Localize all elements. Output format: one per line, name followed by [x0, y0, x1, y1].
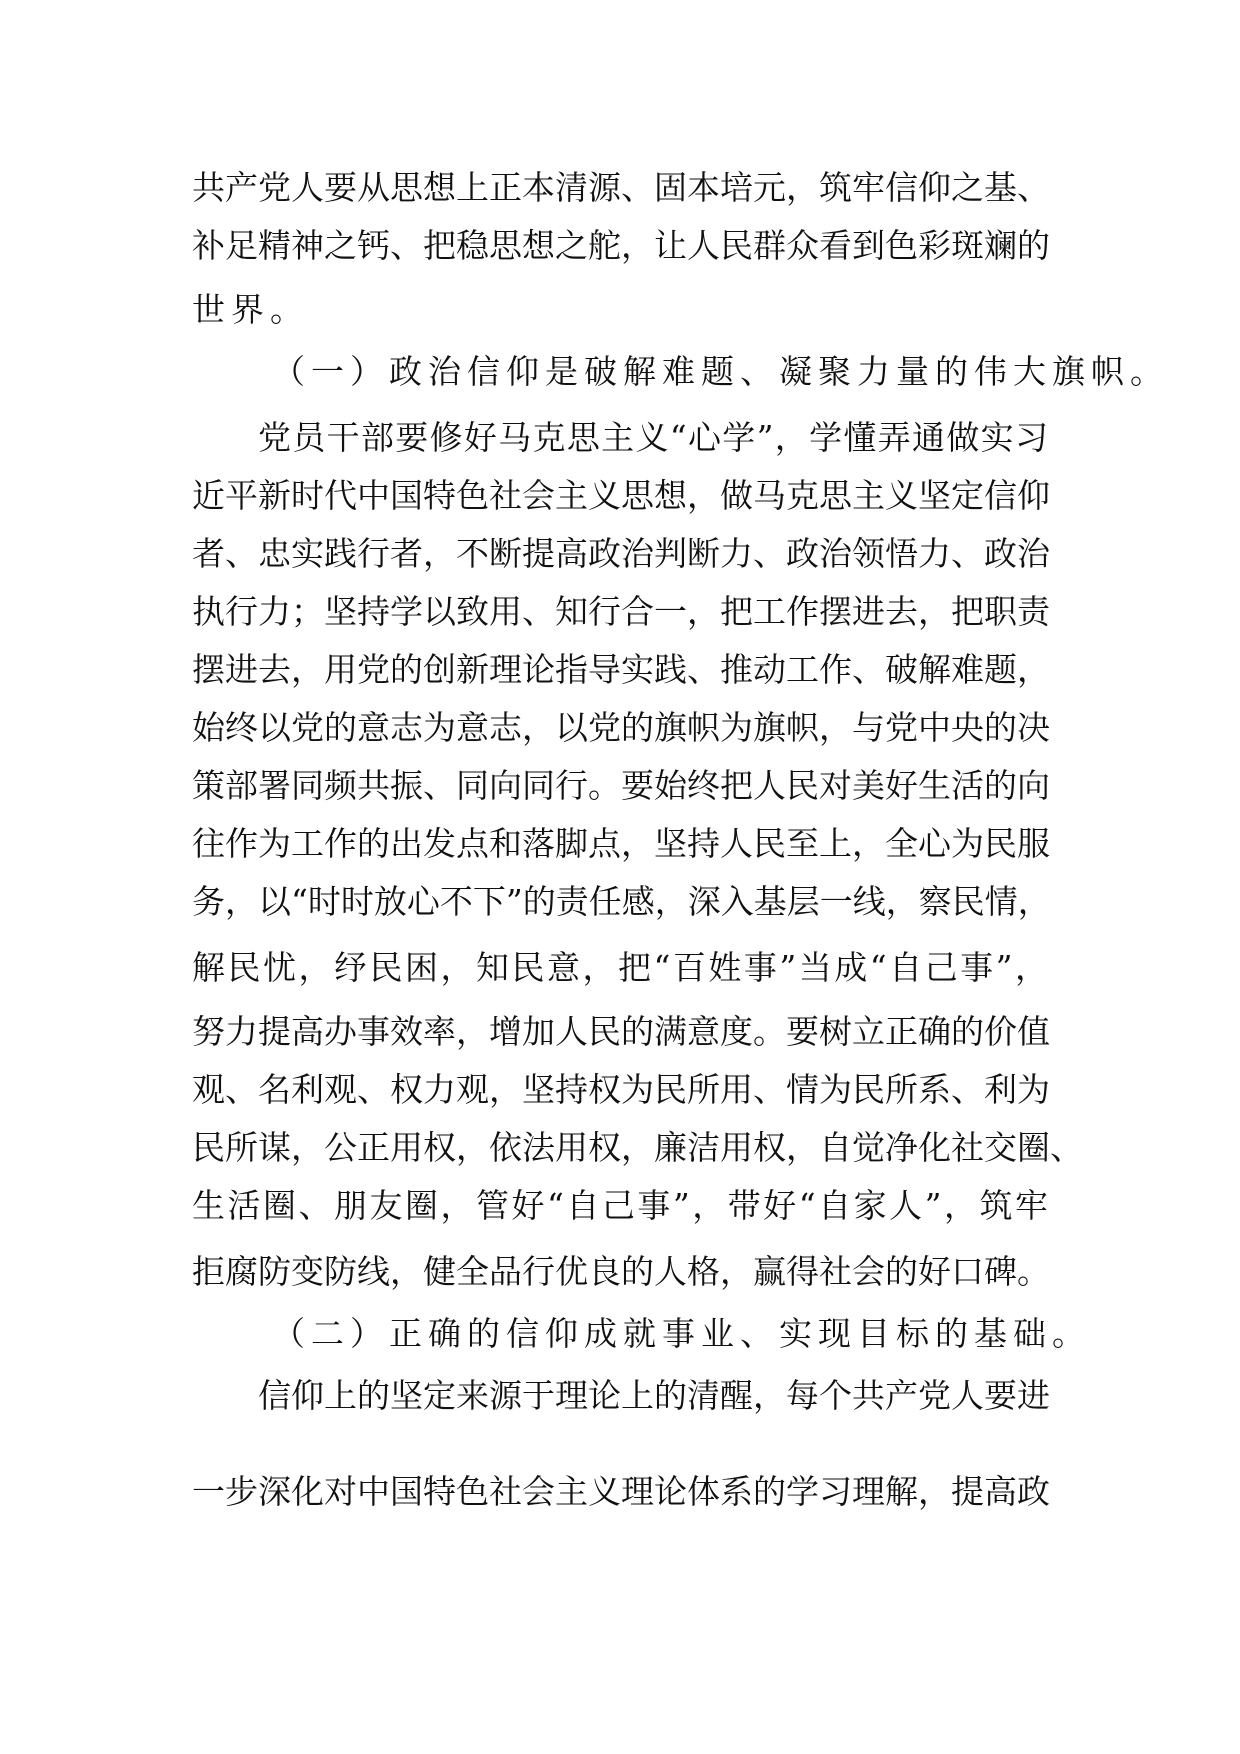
- paragraph-line: 往作为工作的出发点和落脚点，坚持人民至上，全心为民服: [192, 824, 1050, 863]
- paragraph-line: 共产党人要从思想上正本清源、固本培元，筑牢信仰之基、: [192, 168, 1050, 207]
- paragraph-line: 者、忠实践行者，不断提高政治判断力、政治领悟力、政治: [192, 534, 1050, 573]
- paragraph-line: 一步深化对中国特色社会主义理论体系的学习理解，提高政: [192, 1472, 1050, 1511]
- paragraph-line: 务，以“时时放心不下”的责任感，深入基层一线，察民情，: [192, 882, 1051, 921]
- section-heading-1: （一）政治信仰是破解难题、凝聚力量的伟大旗帜。: [272, 352, 1169, 391]
- paragraph-line: 始终以党的意志为意志，以党的旗帜为旗帜，与党中央的决: [192, 708, 1050, 747]
- paragraph-line: 信仰上的坚定来源于理论上的清醒，每个共产党人要进: [258, 1376, 1050, 1415]
- section-heading-2: （二）正确的信仰成就事业、实现目标的基础。: [272, 1314, 1091, 1353]
- paragraph-line: 策部署同频共振、同向同行。要始终把人民对美好生活的向: [192, 766, 1050, 805]
- paragraph-line: 补足精神之钙、把稳思想之舵，让人民群众看到色彩斑斓的: [192, 226, 1050, 265]
- paragraph-line: 拒腐防变防线，健全品行优良的人格，赢得社会的好口碑。: [192, 1252, 1050, 1291]
- paragraph-line: 生活圈、朋友圈，管好“自己事”，带好“自家人”，筑牢: [192, 1186, 1048, 1225]
- paragraph-line: 世界。: [192, 290, 309, 329]
- paragraph-line: 观、名利观、权力观，坚持权为民所用、情为民所系、利为: [192, 1070, 1050, 1109]
- paragraph-line: 党员干部要修好马克思主义“心学”，学懂弄通做实习: [258, 418, 1048, 457]
- paragraph-line: 努力提高办事效率，增加人民的满意度。要树立正确的价值: [192, 1012, 1050, 1051]
- paragraph-line: 解民忧，纾民困，知民意，把“百姓事”当成“自己事”，: [192, 948, 1048, 987]
- paragraph-line: 民所谋，公正用权，依法用权，廉洁用权，自觉净化社交圈、: [192, 1128, 1083, 1167]
- paragraph-line: 近平新时代中国特色社会主义思想，做马克思主义坚定信仰: [192, 476, 1050, 515]
- paragraph-line: 执行力；坚持学以致用、知行合一，把工作摆进去，把职责: [192, 592, 1050, 631]
- paragraph-line: 摆进去，用党的创新理论指导实践、推动工作、破解难题，: [192, 650, 1050, 689]
